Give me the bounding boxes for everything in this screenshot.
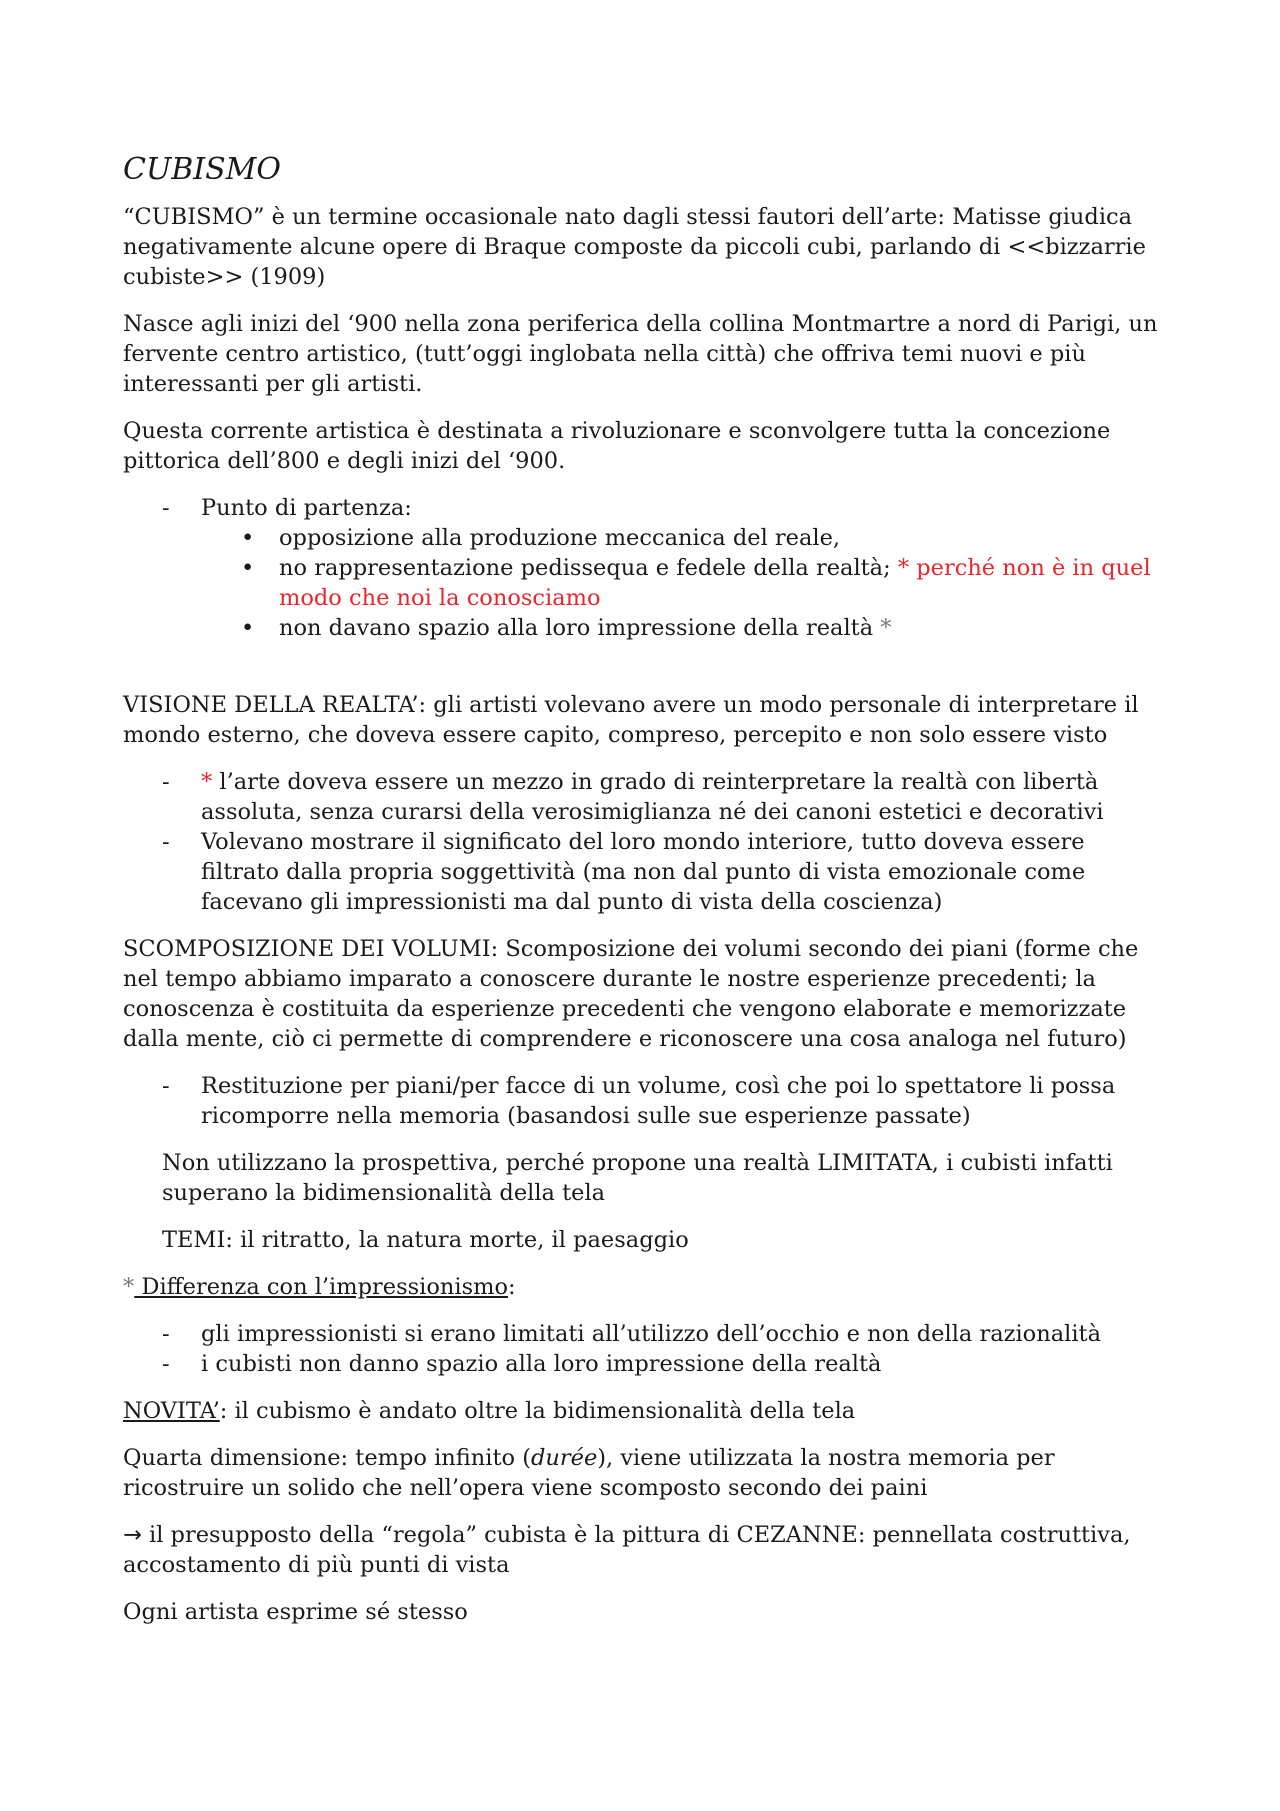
paragraph-perspective: Non utilizzano la prospettiva, perché propone una realtà LIMITATA, i cubisti infatti superano la bidimensionalità della tela	[162, 1150, 1113, 1206]
novelty-text: : il cubismo è andato oltre la bidimensionalità della tela	[219, 1398, 856, 1424]
dash-marker: -	[162, 495, 170, 521]
arrow-right-icon: →	[123, 1522, 142, 1548]
asterisk-mark: *	[880, 615, 892, 641]
paragraph-fourth-dimension	[123, 1443, 1168, 1503]
red-note: * perché non è in quel modo che noi la conosciamo	[279, 555, 1151, 611]
paragraph-novelty	[123, 1396, 1168, 1426]
bullet-item	[201, 523, 1168, 553]
dash-marker: -	[162, 1321, 170, 1347]
bullet-marker: •	[241, 525, 255, 551]
dash-marker: -	[162, 769, 170, 795]
dash-marker: -	[162, 1073, 170, 1099]
dash-marker: -	[162, 1351, 170, 1377]
dash-marker: -	[162, 829, 170, 855]
paragraph-closing: Ogni artista esprime sé stesso	[123, 1599, 468, 1625]
vision-item-text: Volevano mostrare il significato del loro mondo interiore, tutto doveva essere filtrato dalla propria soggettività (ma non dal punto di vista emozionale come facevano gli impressionisti ma dal punto di vista della coscienza)	[201, 829, 1086, 915]
bullet-item	[201, 613, 1168, 643]
difference-item	[123, 1319, 1168, 1349]
difference-item-text: gli impressionisti si erano limitati all’utilizzo dell’occhio e non della razionalità	[201, 1321, 1101, 1347]
paragraph-themes: TEMI: il ritratto, la natura morte, il paesaggio	[162, 1227, 689, 1253]
bullet-marker: •	[241, 615, 255, 641]
decomposition-item	[123, 1071, 1168, 1131]
bullet-text: opposizione alla produzione meccanica del reale,	[279, 525, 841, 551]
vision-item-text: l’arte doveva essere un mezzo in grado di reinterpretare la realtà con libertà assoluta, senza curarsi della verosimiglianza né dei canoni estetici e decorativi	[201, 769, 1104, 825]
paragraph-revolution: Questa corrente artistica è destinata a rivoluzionare e sconvolgere tutta la concezione pittorica dell’800 e degli inizi del ‘900.	[123, 418, 1111, 474]
bullet-text: no rappresentazione pedissequa e fedele della realtà;	[279, 555, 891, 581]
difference-list	[123, 1319, 1168, 1379]
starting-point-bullets	[201, 523, 1168, 643]
spacer	[123, 660, 1168, 690]
bullet-text: non davano spazio alla loro impressione della realtà	[279, 615, 874, 641]
vision-item	[123, 767, 1168, 827]
paragraph-vision: VISIONE DELLA REALTA’: gli artisti volevano avere un modo personale di interpretare il mondo esterno, che doveva essere capito, compreso, percepito e non solo essere visto	[123, 692, 1139, 748]
cezanne-text: il presupposto della “regola” cubista è la pittura di CEZANNE: pennellata costruttiva, accostamento di più punti di vista	[123, 1522, 1131, 1578]
document-page	[123, 150, 1168, 1644]
paragraph-decomposition: SCOMPOSIZIONE DEI VOLUMI: Scomposizione dei volumi secondo dei piani (forme che nel tempo abbiamo imparato a conoscere durante le nostre esperienze precedenti; la conoscenza è costituita da esperienze precedenti che vengono elaborate e memorizzate dalla mente, ciò ci permette di comprendere e riconoscere una cosa analoga nel futuro)	[123, 936, 1139, 1052]
decomposition-item-text: Restituzione per piani/per facce di un volume, così che poi lo spettatore li possa ricomporre nella memoria (basandosi sulle sue esperienze passate)	[201, 1073, 1116, 1129]
document-title: CUBISMO	[123, 152, 281, 187]
duree-term: durée	[530, 1445, 598, 1471]
starting-point-item	[123, 493, 1168, 643]
novelty-heading: NOVITA’	[123, 1398, 220, 1424]
paragraph-birth: Nasce agli inizi del ‘900 nella zona periferica della collina Montmartre a nord di Parigi, un fervente centro artistico, (tutt’oggi inglobata nella città) che offriva temi nuovi e più interessanti per gli artisti.	[123, 311, 1158, 397]
vision-list	[123, 767, 1168, 917]
fourth-dimension-pre: Quarta dimensione: tempo infinito (	[123, 1445, 531, 1471]
starting-point-list	[123, 493, 1168, 643]
difference-heading: Differenza con l’impressionismo	[134, 1274, 509, 1300]
difference-colon: :	[508, 1274, 516, 1300]
asterisk-mark: *	[201, 769, 213, 795]
difference-item	[123, 1349, 1168, 1379]
paragraph-difference	[123, 1272, 1168, 1302]
paragraph-cezanne	[123, 1520, 1168, 1580]
fourth-dimension-post: ), viene utilizzata la nostra memoria per ricostruire un solido che nell’opera viene scomposto secondo dei paini	[123, 1445, 1055, 1501]
difference-item-text: i cubisti non danno spazio alla loro impressione della realtà	[201, 1351, 882, 1377]
bullet-item	[201, 553, 1168, 613]
bullet-marker: •	[241, 555, 255, 581]
vision-item	[123, 827, 1168, 917]
decomposition-list	[123, 1071, 1168, 1131]
paragraph-origin: “CUBISMO” è un termine occasionale nato dagli stessi fautori dell’arte: Matisse giudica negativamente alcune opere di Braque composte da piccoli cubi, parlando di <<bizzarrie cubiste>> (1909)	[123, 204, 1146, 290]
starting-point-label: Punto di partenza:	[201, 495, 412, 521]
asterisk-mark: *	[123, 1274, 135, 1300]
